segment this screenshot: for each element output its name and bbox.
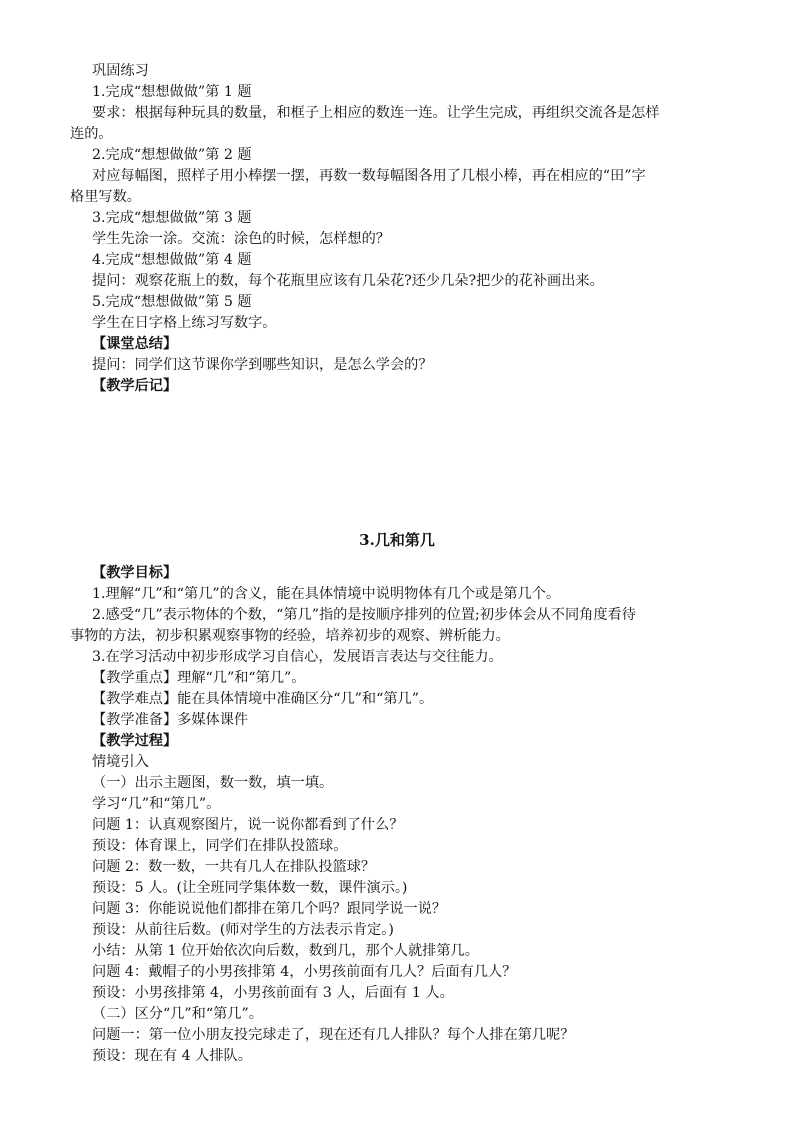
- exercise-1-text: 要求：根据每种玩具的数量，和框子上相应的数连一连。让学生完成，再组织交流各是怎样: [92, 105, 660, 121]
- exercise-2-text-cont: 格里写数。: [70, 189, 141, 205]
- objective-2-cont: 事物的方法，初步积累观察事物的经验，培养初步的观察、辨析能力。: [70, 628, 510, 644]
- objective-2: 2.感受“几”表示物体的个数，“第几”指的是按顺序排列的位置;初步体会从不同角度看待: [92, 607, 636, 623]
- page-title: 3.几和第几: [359, 531, 435, 549]
- heading-class-summary: 【课堂总结】: [92, 336, 178, 352]
- difficult-point: 【教学难点】能在具体情境中准确区分“几”和“第几”。: [92, 691, 434, 707]
- exercise-3-text: 学生先涂一涂。交流：涂色的时候，怎样想的？: [92, 231, 390, 247]
- answer-4: 预设：小男孩排第 4，小男孩前面有 3 人，后面有 1 人。: [92, 985, 454, 1001]
- question-1: 问题 1：认真观察图片，说一说你都看到了什么？: [92, 817, 404, 833]
- answer-one: 预设：现在有 4 人排队。: [92, 1048, 252, 1064]
- key-point: 【教学重点】理解“几”和“第几”。: [92, 670, 306, 686]
- exercise-4-title: 4.完成“想想做做”第 4 题: [92, 252, 252, 268]
- exercise-4-text: 提问：观察花瓶上的数，每个花瓶里应该有几朵花?还少几朵?把少的花补画出来。: [92, 273, 604, 289]
- answer-2: 预设：5 人。(让全班同学集体数一数，课件演示。): [92, 880, 408, 896]
- heading-process: 【教学过程】: [92, 733, 178, 749]
- answer-3: 预设：从前往后数。(师对学生的方法表示肯定。): [92, 922, 394, 938]
- heading-consolidation: 巩固练习: [92, 63, 149, 79]
- objective-1: 1.理解“几”和“第几”的含义，能在具体情境中说明物体有几个或是第几个。: [92, 586, 561, 602]
- part-two-heading: （二）区分“几”和“第几”。: [92, 1006, 263, 1022]
- preparation: 【教学准备】多媒体课件: [92, 712, 249, 728]
- heading-postscript: 【教学后记】: [92, 378, 178, 394]
- learn-line: 学习“几”和“第几”。: [92, 796, 221, 812]
- intro-heading: 情境引入: [92, 754, 149, 770]
- question-one: 问题一：第一位小朋友投完球走了，现在还有几人排队？每个人排在第几呢？: [92, 1027, 575, 1043]
- objective-3: 3.在学习活动中初步形成学习自信心，发展语言表达与交往能力。: [92, 649, 503, 665]
- question-4: 问题 4：戴帽子的小男孩排第 4，小男孩前面有几人？后面有几人？: [92, 964, 517, 980]
- exercise-1-text-cont: 连的。: [70, 126, 113, 142]
- answer-1: 预设：体育课上，同学们在排队投篮球。: [92, 838, 348, 854]
- summary-question: 提问：同学们这节课你学到哪些知识，是怎么学会的？: [92, 357, 433, 373]
- exercise-2-title: 2.完成“想想做做”第 2 题: [92, 147, 252, 163]
- heading-objectives: 【教学目标】: [92, 565, 178, 581]
- question-2: 问题 2：数一数，一共有几人在排队投篮球？: [92, 859, 376, 875]
- exercise-3-title: 3.完成“想想做做”第 3 题: [92, 210, 252, 226]
- part-one-heading: （一）出示主题图，数一数，填一填。: [92, 775, 334, 791]
- exercise-1-title: 1.完成“想想做做”第 1 题: [92, 84, 252, 100]
- exercise-5-title: 5.完成“想想做做”第 5 题: [92, 294, 252, 310]
- question-3: 问题 3：你能说说他们都排在第几个吗？跟同学说一说？: [92, 901, 447, 917]
- exercise-5-text: 学生在日字格上练习写数字。: [92, 315, 277, 331]
- summary-line: 小结：从第 1 位开始依次向后数，数到几，那个人就排第几。: [92, 943, 479, 959]
- exercise-2-text: 对应每幅图，照样子用小棒摆一摆，再数一数每幅图各用了几根小棒，再在相应的“田”字: [92, 168, 646, 184]
